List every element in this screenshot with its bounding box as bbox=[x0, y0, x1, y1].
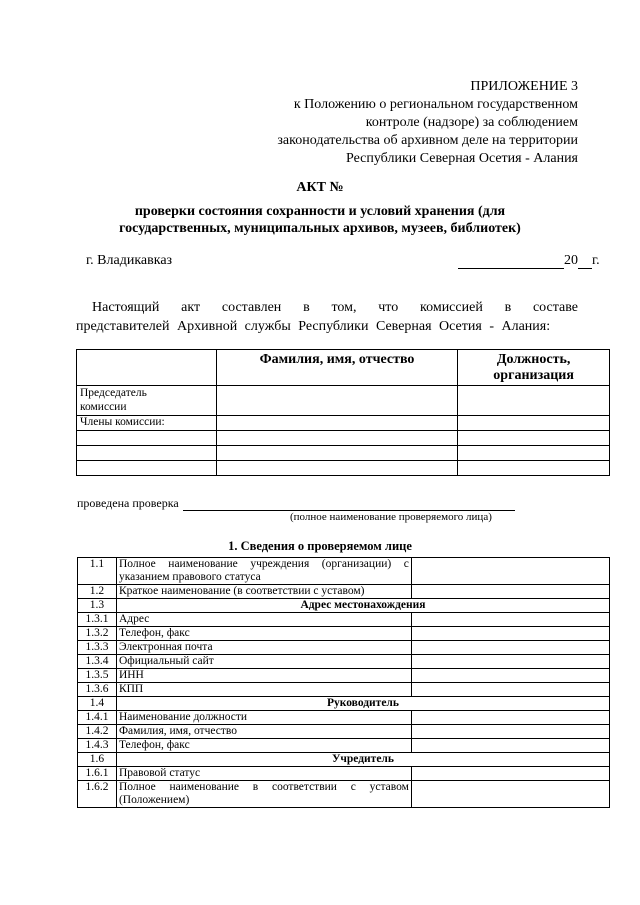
member-name-cell[interactable] bbox=[216, 416, 457, 431]
row-label: Фамилия, имя, отчество bbox=[116, 725, 411, 739]
row-value-cell[interactable] bbox=[411, 711, 609, 725]
check-line bbox=[77, 496, 515, 511]
header-position bbox=[458, 350, 610, 386]
row-value-cell[interactable] bbox=[411, 781, 609, 808]
row-value-cell[interactable] bbox=[411, 613, 609, 627]
row-label: Полное наименование учреждения (организации) с указанием правового статуса bbox=[116, 558, 411, 585]
member-position-cell[interactable] bbox=[458, 431, 610, 446]
row-number: 1.3.1 bbox=[78, 613, 117, 627]
chair-label-line: Председатель bbox=[80, 387, 147, 399]
header-empty-cell bbox=[77, 350, 217, 386]
info-row bbox=[78, 781, 610, 808]
row-number: 1.3.3 bbox=[78, 641, 117, 655]
row-label: Адрес bbox=[116, 613, 411, 627]
row-label: Официальный сайт bbox=[116, 655, 411, 669]
info-row bbox=[78, 669, 610, 683]
info-row bbox=[78, 585, 610, 599]
appendix-header bbox=[218, 78, 578, 168]
row-label: Полное наименование в соответствии с уставом (Положением) bbox=[116, 781, 411, 808]
row-number: 1.3.4 bbox=[78, 655, 117, 669]
act-subtitle bbox=[0, 203, 640, 237]
row-number: 1.4.3 bbox=[78, 739, 117, 753]
year-prefix: 20 bbox=[564, 253, 578, 268]
info-row bbox=[78, 739, 610, 753]
row-number: 1.3.5 bbox=[78, 669, 117, 683]
header-position-line: Должность, bbox=[496, 351, 571, 367]
member-name-cell[interactable] bbox=[216, 431, 457, 446]
date-field bbox=[458, 253, 600, 269]
row-number: 1.6.1 bbox=[78, 767, 117, 781]
row-number: 1.1 bbox=[78, 558, 117, 585]
check-blank[interactable] bbox=[183, 498, 515, 511]
appendix-line: законодательства об архивном деле на территории bbox=[277, 133, 578, 148]
act-subtitle-line: проверки состояния сохранности и условий хранения (для bbox=[134, 204, 506, 219]
appendix-line: контроле (надзоре) за соблюдением bbox=[365, 115, 578, 130]
header-name: Фамилия, имя, отчество bbox=[216, 350, 457, 386]
row-value-cell[interactable] bbox=[411, 627, 609, 641]
row-label: Телефон, факс bbox=[116, 739, 411, 753]
empty-cell bbox=[77, 461, 217, 476]
row-value-cell[interactable] bbox=[411, 725, 609, 739]
appendix-line: Республики Северная Осетия - Алания bbox=[346, 151, 578, 166]
row-number: 1.6 bbox=[78, 753, 117, 767]
row-value-cell[interactable] bbox=[411, 655, 609, 669]
check-note: (полное наименование проверяемого лица) bbox=[290, 511, 492, 523]
member-name-cell[interactable] bbox=[216, 446, 457, 461]
check-label: проведена проверка bbox=[77, 496, 179, 510]
row-number: 1.6.2 bbox=[78, 781, 117, 808]
city: г. Владикавказ bbox=[86, 253, 173, 268]
appendix-line: ПРИЛОЖЕНИЕ 3 bbox=[470, 79, 578, 94]
row-label: Телефон, факс bbox=[116, 627, 411, 641]
section-header-label: Руководитель bbox=[116, 697, 609, 711]
member-position-cell[interactable] bbox=[458, 446, 610, 461]
row-label: Электронная почта bbox=[116, 641, 411, 655]
commission-header-row bbox=[77, 350, 610, 386]
info-row bbox=[78, 655, 610, 669]
member-position-cell[interactable] bbox=[458, 416, 610, 431]
info-row bbox=[78, 683, 610, 697]
row-label: Краткое наименование (в соответствии с уставом) bbox=[116, 585, 411, 599]
act-title: АКТ № bbox=[296, 180, 344, 195]
year-suffix: г. bbox=[592, 253, 600, 268]
info-row bbox=[78, 725, 610, 739]
row-value-cell[interactable] bbox=[411, 641, 609, 655]
info-row bbox=[78, 627, 610, 641]
section-title: 1. Сведения о проверяемом лице bbox=[228, 539, 412, 553]
info-table bbox=[77, 557, 610, 808]
section-header-label: Адрес местонахождения bbox=[116, 599, 609, 613]
commission-row-chair bbox=[77, 386, 610, 416]
chair-position-cell[interactable] bbox=[458, 386, 610, 416]
row-value-cell[interactable] bbox=[411, 669, 609, 683]
row-number: 1.4.2 bbox=[78, 725, 117, 739]
chair-label bbox=[77, 386, 217, 416]
info-row bbox=[78, 767, 610, 781]
act-subtitle-line: государственных, муниципальных архивов, музеев, библиотек) bbox=[119, 221, 521, 236]
section-header-label: Учредитель bbox=[116, 753, 609, 767]
row-value-cell[interactable] bbox=[411, 767, 609, 781]
info-row bbox=[78, 558, 610, 585]
row-label: Наименование должности bbox=[116, 711, 411, 725]
commission-row-members bbox=[77, 416, 610, 431]
empty-cell bbox=[77, 431, 217, 446]
row-number: 1.2 bbox=[78, 585, 117, 599]
info-row bbox=[78, 641, 610, 655]
commission-row-empty bbox=[77, 461, 610, 476]
chair-name-cell[interactable] bbox=[216, 386, 457, 416]
row-value-cell[interactable] bbox=[411, 585, 609, 599]
header-position-line: организация bbox=[493, 367, 574, 383]
member-position-cell[interactable] bbox=[458, 461, 610, 476]
row-label: Правовой статус bbox=[116, 767, 411, 781]
row-value-cell[interactable] bbox=[411, 739, 609, 753]
row-label: КПП bbox=[116, 683, 411, 697]
row-value-cell[interactable] bbox=[411, 683, 609, 697]
intro-line1: Настоящий акт составлен в том, что комиссией в составе bbox=[92, 300, 578, 315]
row-number: 1.3 bbox=[78, 599, 117, 613]
row-number: 1.3.6 bbox=[78, 683, 117, 697]
empty-cell bbox=[77, 446, 217, 461]
commission-row-empty bbox=[77, 446, 610, 461]
row-label: ИНН bbox=[116, 669, 411, 683]
chair-label-line: комиссии bbox=[80, 401, 127, 413]
members-label: Члены комиссии: bbox=[77, 416, 217, 431]
info-section-row bbox=[78, 697, 610, 711]
commission-row-empty bbox=[77, 431, 610, 446]
member-name-cell[interactable] bbox=[216, 461, 457, 476]
row-number: 1.3.2 bbox=[78, 627, 117, 641]
info-section-row bbox=[78, 753, 610, 767]
commission-table bbox=[76, 349, 610, 476]
appendix-line: к Положению о региональном государственном bbox=[293, 97, 578, 112]
intro-line2: представителей Архивной службы Республики Северная Осетия - Алания: bbox=[76, 319, 551, 334]
year-blank bbox=[578, 254, 592, 269]
info-section-row bbox=[78, 599, 610, 613]
row-number: 1.4.1 bbox=[78, 711, 117, 725]
info-row bbox=[78, 711, 610, 725]
date-blank bbox=[458, 254, 564, 269]
row-number: 1.4 bbox=[78, 697, 117, 711]
row-value-cell[interactable] bbox=[411, 558, 609, 585]
info-row bbox=[78, 613, 610, 627]
